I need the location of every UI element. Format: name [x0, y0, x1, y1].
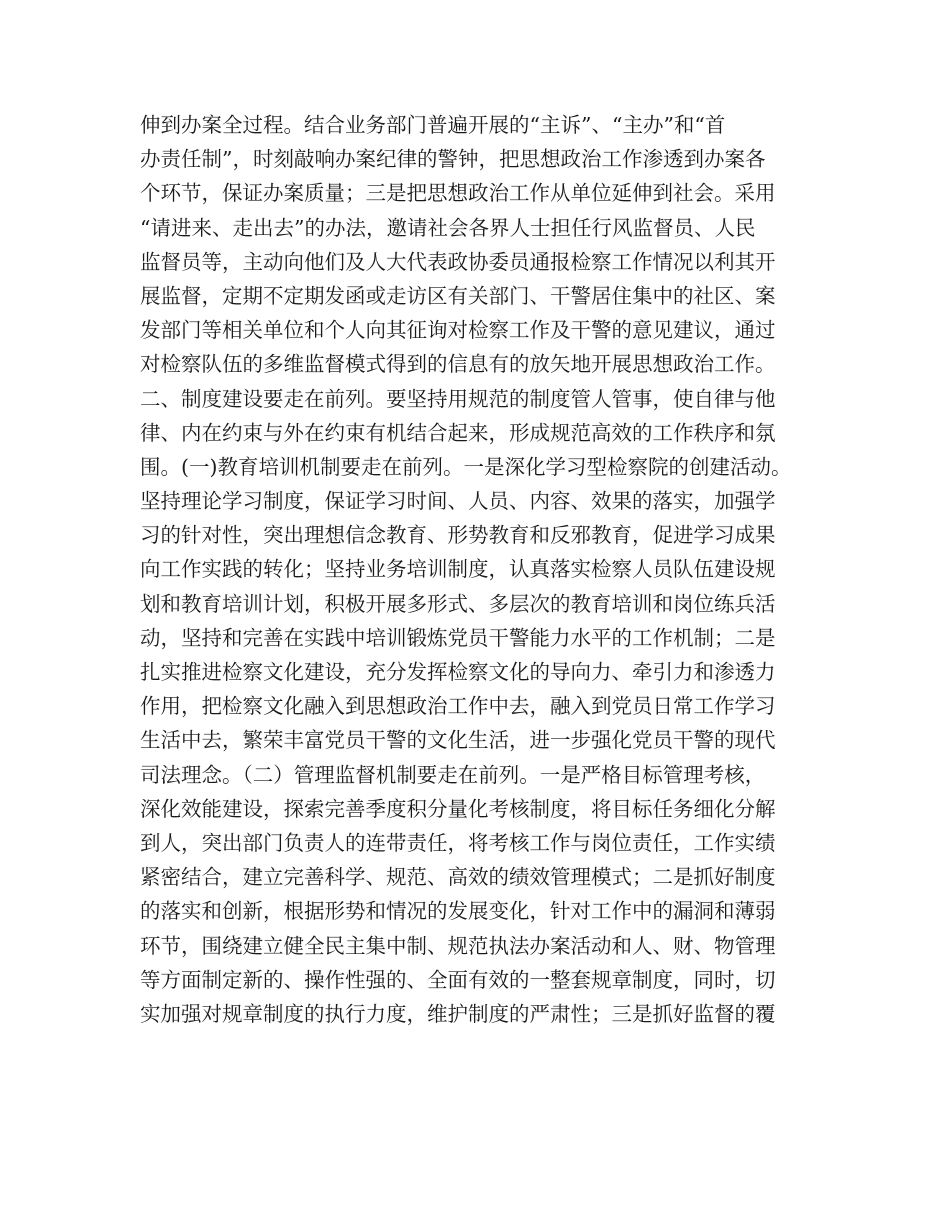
text-line-9: 二、制度建设要走在前列。要坚持用规范的制度管人管事，使自律与他 [140, 386, 776, 411]
text-line-10: 律、内在约束与外在约束有机结合起来，形成规范高效的工作秩序和氛 [140, 420, 776, 445]
body-text [140, 108, 840, 1031]
text-line-13: 习的针对性，突出理想信念教育、形势教育和反邪教育，促进学习成果 [140, 523, 776, 548]
text-line-16: 动，坚持和完善在实践中培训锻炼党员干警能力水平的工作机制；二是 [140, 625, 776, 650]
text-line-14: 向工作实践的转化；坚持业务培训制度，认真落实检察人员队伍建设规 [140, 557, 776, 582]
text-line-19: 生活中去，繁荣丰富党员干警的文化生活，进一步强化党员干警的现代 [140, 728, 776, 753]
text-line-1: 伸到办案全过程。结合业务部门普遍开展的“主诉”、“主办”和“首 [140, 113, 726, 137]
text-line-22: 到人，突出部门负责人的连带责任，将考核工作与岗位责任，工作实绩 [140, 830, 776, 855]
text-line-12: 坚持理论学习制度，保证学习时间、人员、内容、效果的落实，加强学 [140, 489, 776, 514]
text-line-25: 环节，围绕建立健全民主集中制、规范执法办案活动和人、财、物管理 [140, 933, 776, 958]
text-line-5: 监督员等，主动向他们及人大代表政协委员通报检察工作情况以利其开 [140, 249, 776, 274]
text-line-2: 办责任制”，时刻敲响办案纪律的警钟，把思想政治工作渗透到办案各 [140, 147, 766, 172]
text-line-7: 发部门等相关单位和个人向其征询对检察工作及干警的意见建议，通过 [140, 318, 776, 343]
text-line-18: 作用，把检察文化融入到思想政治工作中去，融入到党员日常工作学习 [140, 694, 776, 719]
text-line-17: 扎实推进检察文化建设，充分发挥检察文化的导向力、牵引力和渗透力 [140, 660, 776, 684]
text-line-6: 展监督，定期不定期发函或走访区有关部门、干警居住集中的社区、案 [140, 283, 776, 308]
text-line-21: 深化效能建设，探索完善季度积分量化考核制度，将目标任务细化分解 [140, 796, 776, 821]
text-line-3: 个环节，保证办案质量；三是把思想政治工作从单位延伸到社会。采用 [140, 181, 776, 206]
text-line-24: 的落实和创新，根据形势和情况的发展变化，针对工作中的漏洞和薄弱 [140, 899, 776, 924]
text-line-15: 划和教育培训计划，积极开展多形式、多层次的教育培训和岗位练兵活 [140, 591, 776, 616]
text-line-11: 围。(一)教育培训机制要走在前列。一是深化学习型检察院的创建活动。 [140, 454, 792, 479]
text-line-26: 等方面制定新的、操作性强的、全面有效的一整套规章制度，同时，切 [140, 967, 776, 992]
text-line-27: 实加强对规章制度的执行力度，维护制度的严肃性；三是抓好监督的覆 [140, 1001, 776, 1026]
text-line-4: “请进来、走出去”的办法，邀请社会各界人士担任行风监督员、人民 [140, 215, 756, 240]
text-line-8: 对检察队伍的多维监督模式得到的信息有的放矢地开展思想政治工作。 [140, 352, 776, 377]
text-line-20: 司法理念。（二）管理监督机制要走在前列。一是严格目标管理考核， [140, 762, 766, 787]
text-line-23: 紧密结合，建立完善科学、规范、高效的绩效管理模式；二是抓好制度 [140, 865, 776, 890]
